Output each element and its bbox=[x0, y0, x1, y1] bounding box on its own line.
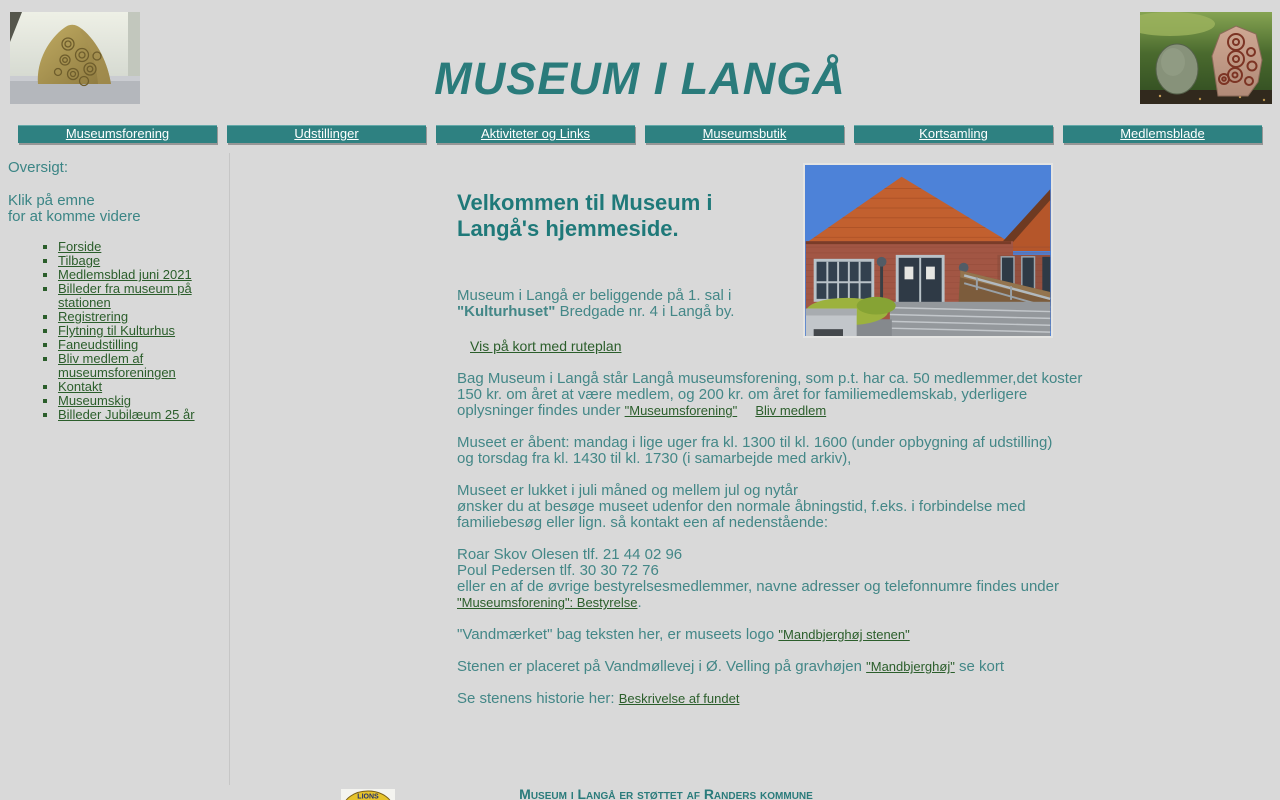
nav-aktiviteter-og-links[interactable]: Aktiviteter og Links bbox=[436, 125, 635, 143]
list-item bbox=[58, 240, 223, 254]
sidebar-link-kontakt[interactable]: Kontakt bbox=[58, 379, 103, 394]
list-item bbox=[58, 380, 223, 394]
map-route-link[interactable]: Vis på kort med ruteplan bbox=[470, 338, 622, 354]
footer-support-text: Museum i Langå er støttet af Randers kommune bbox=[519, 786, 813, 800]
closed-info-paragraph: Museet er lukket i juli måned og mellem jul og nytår ønsker du at besøge museet udenfor den normale åbningstid, f.eks. i forbindelse med familiebesøg eller lign. så kontakt een af nedenstående: bbox=[457, 482, 1026, 531]
bliv-medlem-link[interactable]: Bliv medlem bbox=[755, 403, 827, 418]
list-item bbox=[58, 408, 223, 422]
runestone-photo bbox=[1140, 12, 1272, 104]
bestyrelse-link[interactable]: "Museumsforening": Bestyrelse bbox=[457, 595, 638, 610]
membership-paragraph: Bag Museum i Langå står Langå museumsforening, som p.t. har ca. 50 medlemmer,det koster 150 kr. om året at være medlem, og 200 kr. om året for familiemedlemskab, yderligere oplysninger findes under "Museumsforening" Bliv medlem bbox=[457, 370, 1083, 419]
list-item bbox=[58, 324, 223, 338]
list-item bbox=[58, 394, 223, 408]
intro-paragraph: Museum i Langå er beliggende på 1. sal i "Kulturhuset" Bredgade nr. 4 i Langå by. bbox=[457, 287, 735, 320]
content-area bbox=[0, 153, 1280, 785]
nav-medlemsblade[interactable]: Medlemsblade bbox=[1063, 125, 1262, 143]
sidebar-link-tilbage[interactable]: Tilbage bbox=[58, 253, 101, 268]
list-item bbox=[58, 310, 223, 324]
list-item bbox=[58, 338, 223, 352]
contacts-paragraph: Roar Skov Olesen tlf. 21 44 02 96 Poul Pedersen tlf. 30 30 72 76 eller en af de øvrige bestyrelsesmedlemmer, navne adresser og telefonnumre findes under "Museumsforening": Bestyrelse. bbox=[457, 546, 1059, 611]
mandbjerghoej-link[interactable]: "Mandbjerghøj" bbox=[866, 659, 955, 674]
main-content bbox=[230, 153, 1280, 785]
sidebar-link-jubilaeum[interactable]: Billeder Jubilæum 25 år bbox=[58, 407, 195, 422]
nav-museumsforening[interactable]: Museumsforening bbox=[18, 125, 217, 143]
sidebar-link-list bbox=[8, 240, 223, 422]
nav-kortsamling[interactable]: Kortsamling bbox=[854, 125, 1053, 143]
beskrivelse-af-fundet-link[interactable]: Beskrivelse af fundet bbox=[618, 691, 740, 706]
list-item bbox=[58, 352, 223, 380]
sidebar-instructions: Klik på emne for at komme videre bbox=[8, 192, 141, 225]
stone-location-paragraph: Stenen er placeret på Vandmøllevej i Ø. Velling på gravhøjen "Mandbjerghøj" se kort bbox=[457, 658, 1005, 675]
logo-note-paragraph: "Vandmærket" bag teksten her, er museets logo "Mandbjerghøj stenen" bbox=[457, 626, 910, 643]
museum-building-photo bbox=[803, 163, 1053, 338]
sidebar-link-bliv-medlem[interactable]: Bliv medlem af museumsforeningen bbox=[58, 351, 176, 380]
sidebar bbox=[0, 153, 230, 785]
sidebar-link-faneudstilling[interactable]: Faneudstilling bbox=[58, 337, 139, 352]
map-link-paragraph bbox=[470, 338, 1280, 355]
opening-hours-paragraph: Museet er åbent: mandag i lige uger fra kl. 1300 til kl. 1600 (under opbygning af udstilling) og torsdag fra kl. 1430 til kl. 1730 (i samarbejde med arkiv), bbox=[457, 434, 1053, 467]
page-title: Velkommen til Museum i Langå's hjemmeside. bbox=[457, 190, 713, 241]
sidebar-link-billeder-station[interactable]: Billeder fra museum på stationen bbox=[58, 281, 192, 310]
list-item bbox=[58, 254, 223, 268]
sidebar-link-museumskig[interactable]: Museumskig bbox=[58, 393, 131, 408]
footer bbox=[0, 785, 1280, 800]
sidebar-link-flytning[interactable]: Flytning til Kulturhus bbox=[58, 323, 176, 338]
nav-udstillinger[interactable]: Udstillinger bbox=[227, 125, 426, 143]
sidebar-link-medlemsblad[interactable]: Medlemsblad juni 2021 bbox=[58, 267, 192, 282]
main-nav bbox=[18, 125, 1262, 143]
kulturhuset-bold: "Kulturhuset" bbox=[457, 303, 556, 320]
site-title: MUSEUM I LANGÅ bbox=[434, 53, 846, 104]
list-item bbox=[58, 268, 223, 282]
stone-history-paragraph: Se stenens historie her: Beskrivelse af fundet bbox=[457, 690, 740, 707]
sidebar-link-registrering[interactable]: Registrering bbox=[58, 309, 129, 324]
svg-text:LIONS: LIONS bbox=[357, 793, 379, 800]
sidebar-heading: Oversigt: bbox=[8, 159, 69, 176]
mandbjerghoej-stenen-link[interactable]: "Mandbjerghøj stenen" bbox=[778, 627, 910, 642]
sidebar-link-forside[interactable]: Forside bbox=[58, 239, 102, 254]
list-item bbox=[58, 282, 223, 310]
page-header bbox=[0, 0, 1280, 120]
museumsforening-link[interactable]: "Museumsforening" bbox=[624, 403, 738, 418]
nav-museumsbutik[interactable]: Museumsbutik bbox=[645, 125, 844, 143]
